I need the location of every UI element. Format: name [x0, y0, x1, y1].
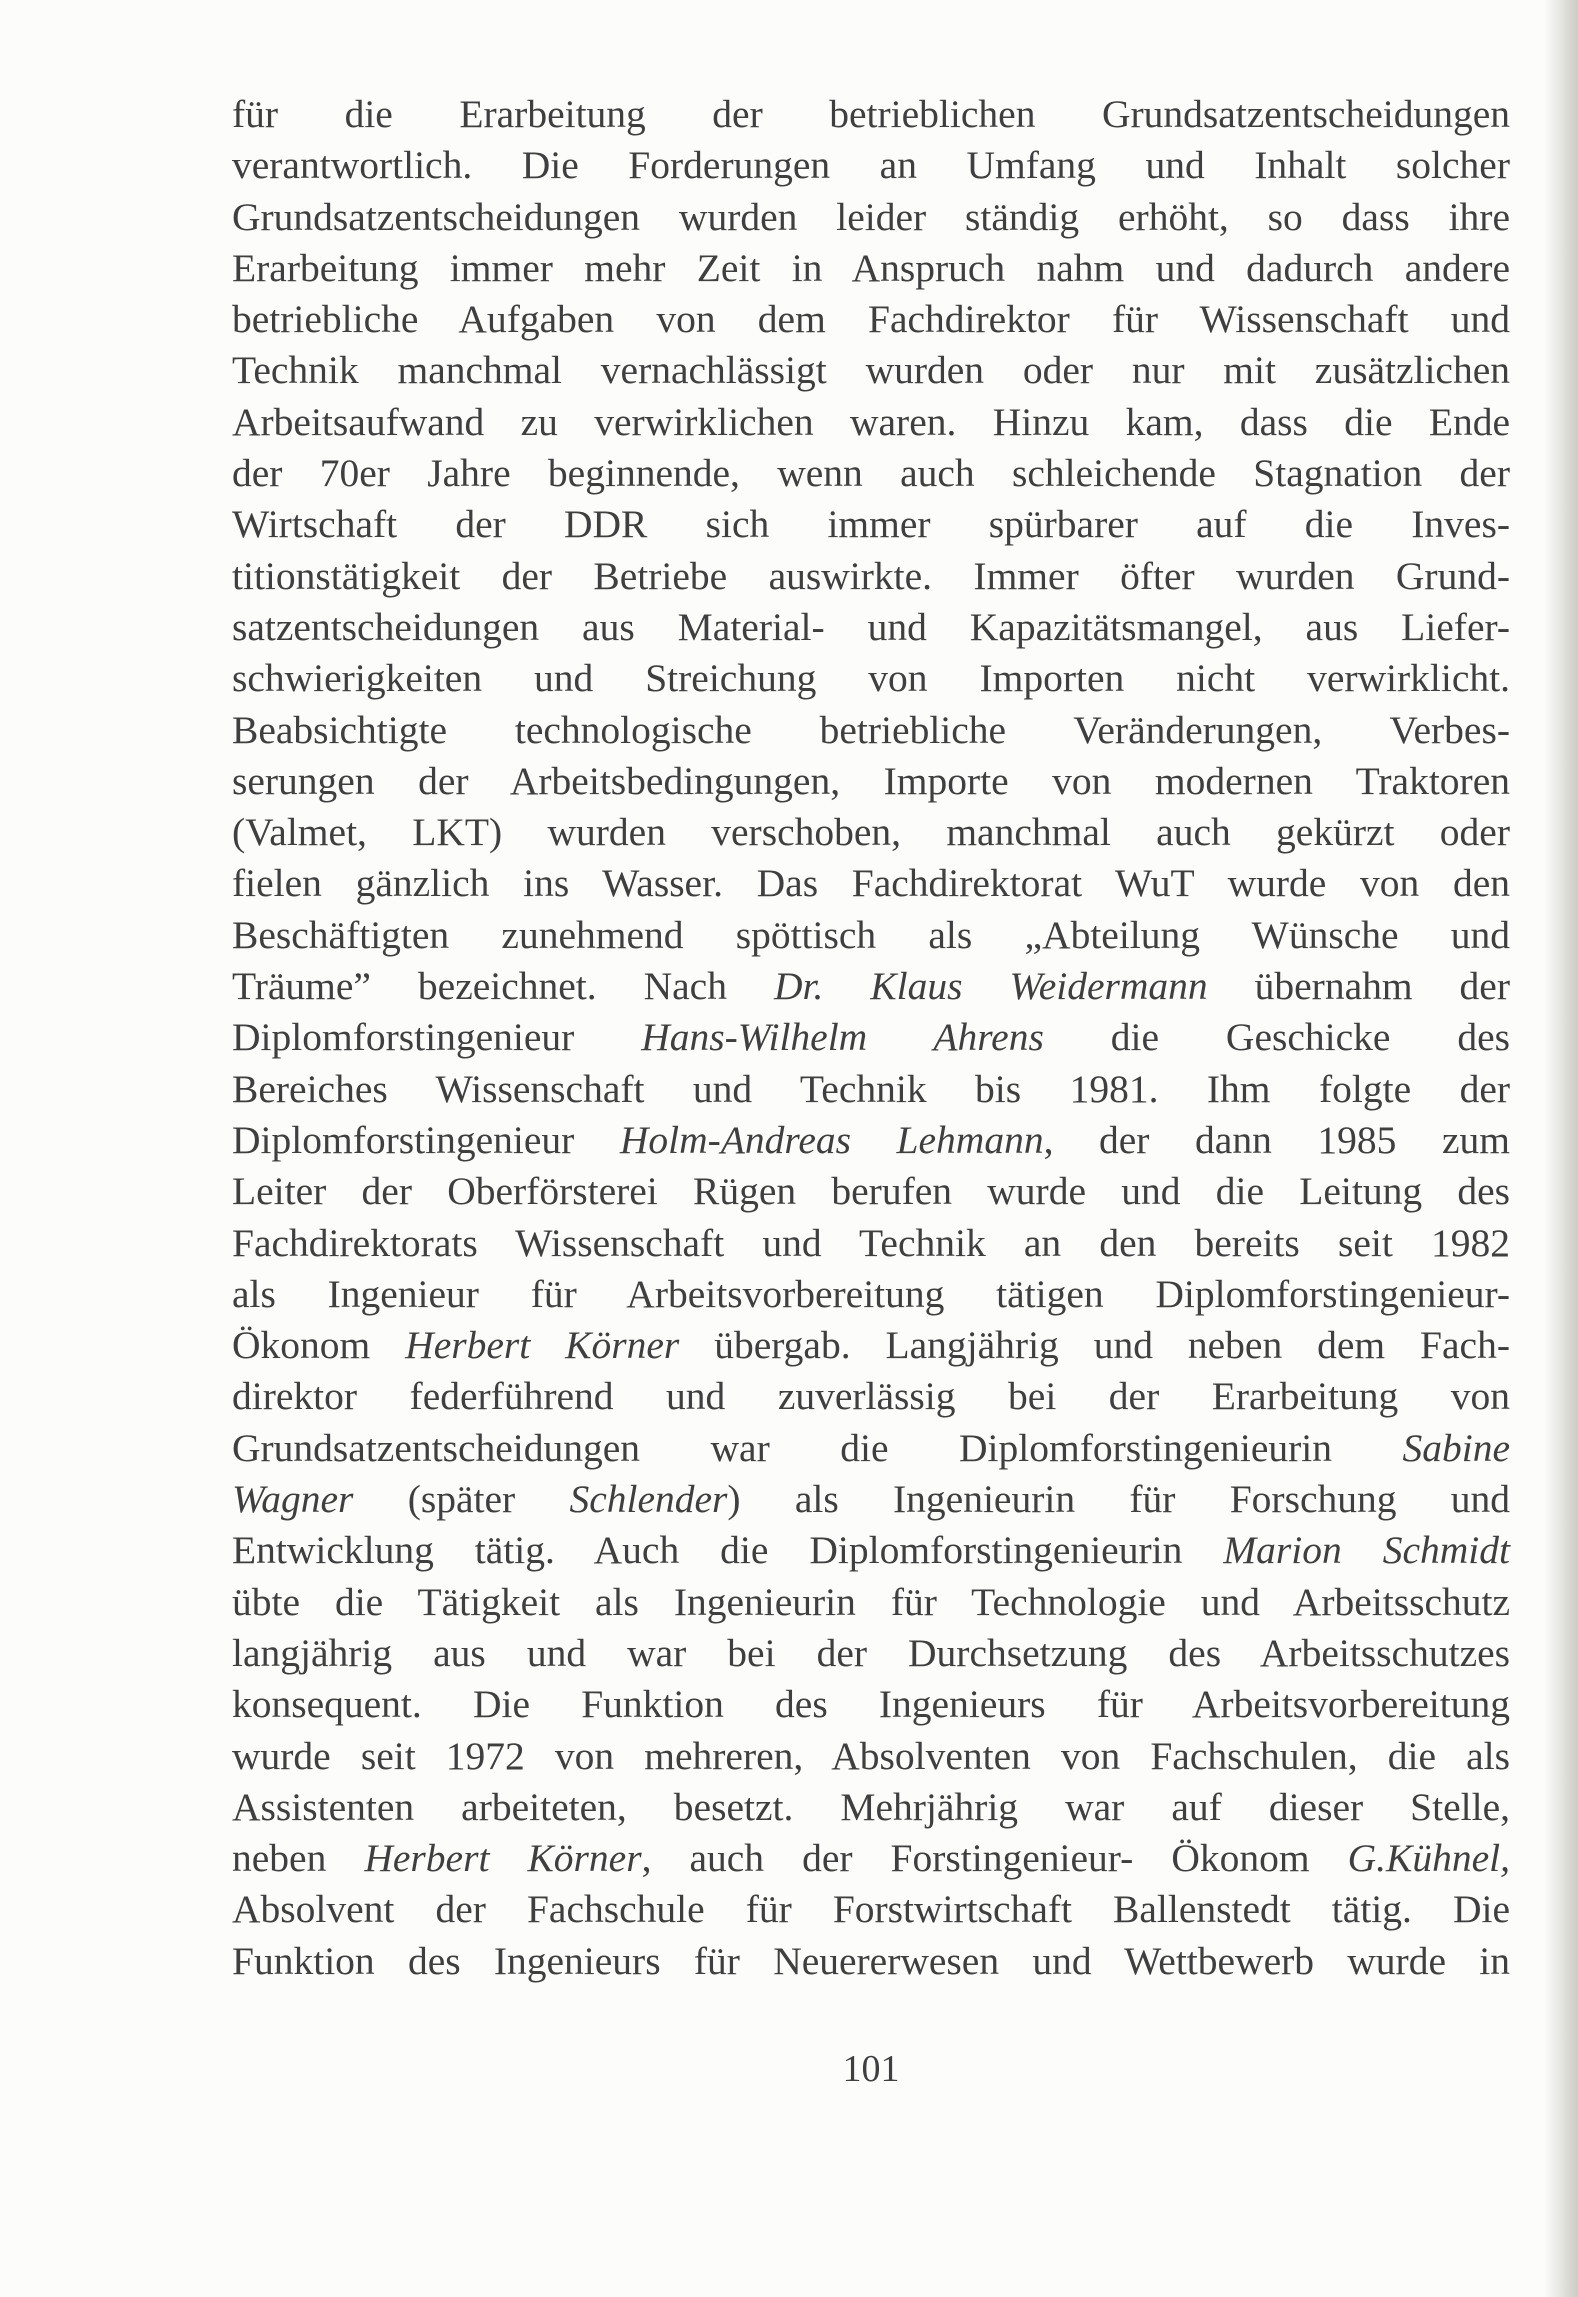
body-text: [232, 89, 1510, 1987]
italic-name-segment: Wagner: [232, 1477, 354, 1522]
text-segment: Ökonom: [232, 1323, 406, 1368]
text-segment: betriebliche Aufgaben von dem Fachdirektor für Wissenschaft und: [232, 297, 1510, 342]
italic-name-segment: Sabine: [1402, 1425, 1510, 1470]
text-line: [232, 1115, 1510, 1166]
text-line: [232, 89, 1510, 140]
text-line: [232, 1679, 1510, 1730]
text-line: [232, 499, 1510, 550]
text-line: [232, 602, 1510, 653]
text-line: [232, 140, 1510, 191]
text-line: [232, 1936, 1510, 1987]
text-line: [232, 551, 1510, 602]
text-segment: wurde seit 1972 von mehreren, Absolventen von Fachschulen, die als: [232, 1733, 1510, 1778]
text-line: [232, 1320, 1510, 1371]
text-segment: neben: [232, 1836, 365, 1881]
text-segment: satzentscheidungen aus Material- und Kapazitätsmangel, aus Liefer-: [232, 604, 1510, 649]
text-segment: konsequent. Die Funktion des Ingenieurs für Arbeitsvorbereitung: [232, 1682, 1510, 1727]
text-line: [232, 705, 1510, 756]
text-segment: Beschäftigten zunehmend spöttisch als „Abteilung Wünsche und: [232, 912, 1510, 957]
text-segment: Bereiches Wissenschaft und Technik bis 1981. Ihm folgte der: [232, 1066, 1510, 1111]
text-line: [232, 858, 1510, 909]
text-segment: ) als Ingenieurin für Forschung und: [727, 1477, 1511, 1522]
text-segment: für die Erarbeitung der betrieblichen Grundsatzentscheidungen: [232, 92, 1510, 136]
italic-name-segment: Hans-Wilhelm Ahrens: [641, 1015, 1044, 1060]
text-segment: übernahm der: [1207, 964, 1510, 1009]
text-segment: Leiter der Oberförsterei Rügen berufen wurde und die Leitung des: [232, 1169, 1510, 1214]
text-segment: direktor federführend und zuverlässig bei der Erarbeitung von: [232, 1374, 1510, 1419]
text-segment: Wirtschaft der DDR sich immer spürbarer auf die Inves-: [232, 502, 1510, 547]
text-line: [232, 1012, 1510, 1063]
text-segment: übte die Tätigkeit als Ingenieurin für Technologie und Arbeitsschutz: [232, 1579, 1510, 1624]
text-segment: Diplomforstingenieur: [232, 1117, 620, 1162]
text-segment: langjährig aus und war bei der Durchsetzung des Arbeitsschutzes: [232, 1630, 1510, 1675]
text-segment: (Valmet, LKT) wurden verschoben, manchmal auch gekürzt oder: [232, 810, 1510, 855]
text-segment: , der dann 1985 zum: [1043, 1117, 1510, 1162]
text-line: [232, 397, 1510, 448]
italic-name-segment: Holm-Andreas Lehmann: [619, 1117, 1044, 1162]
text-line: [232, 1269, 1510, 1320]
text-segment: Beabsichtigte technologische betriebliche Veränderungen, Verbes-: [232, 707, 1510, 752]
italic-name-segment: Marion Schmidt: [1223, 1528, 1510, 1573]
text-segment: Erarbeitung immer mehr Zeit in Anspruch nahm und dadurch andere: [232, 245, 1510, 290]
text-line: [232, 1628, 1510, 1679]
text-line: [232, 345, 1510, 396]
italic-name-segment: Herbert Körner: [405, 1323, 680, 1368]
text-segment: Grundsatzentscheidungen war die Diplomforstingenieurin: [232, 1425, 1403, 1470]
text-segment: Funktion des Ingenieurs für Neuererwesen und Wettbewerb wurde in: [232, 1938, 1510, 1983]
text-line: [232, 1731, 1510, 1782]
text-line: [232, 1782, 1510, 1833]
text-line: [232, 448, 1510, 499]
text-line: [232, 1371, 1510, 1422]
text-segment: Assistenten arbeiteten, besetzt. Mehrjährig war auf dieser Stelle,: [232, 1784, 1510, 1829]
text-line: [232, 807, 1510, 858]
text-segment: Träume” bezeichnet. Nach: [232, 964, 774, 1009]
text-line: [232, 1218, 1510, 1269]
text-segment: Fachdirektorats Wissenschaft und Technik an den bereits seit 1982: [232, 1220, 1510, 1265]
text-line: [232, 653, 1510, 704]
text-segment: (später: [353, 1477, 570, 1522]
text-line: [232, 192, 1510, 243]
text-line: [232, 1423, 1510, 1474]
text-segment: Entwicklung tätig. Auch die Diplomforstingenieurin: [232, 1528, 1224, 1573]
page-edge-shadow: [1544, 0, 1578, 2297]
italic-name-segment: Dr. Klaus Weidermann: [773, 964, 1208, 1009]
text-segment: Diplomforstingenieur: [232, 1015, 642, 1060]
text-segment: schwierigkeiten und Streichung von Importen nicht verwirklicht.: [232, 656, 1510, 701]
text-segment: Absolvent der Fachschule für Forstwirtschaft Ballenstedt tätig. Die: [232, 1887, 1510, 1932]
text-segment: als Ingenieur für Arbeitsvorbereitung tätigen Diplomforstingenieur-: [232, 1271, 1510, 1316]
text-line: [232, 756, 1510, 807]
text-line: [232, 961, 1510, 1012]
text-line: [232, 1166, 1510, 1217]
text-line: [232, 1577, 1510, 1628]
text-line: [232, 1833, 1510, 1884]
text-segment: Grundsatzentscheidungen wurden leider ständig erhöht, so dass ihre: [232, 194, 1510, 239]
italic-name-segment: G.Kühnel,: [1347, 1836, 1510, 1881]
page-number: 101: [842, 2048, 900, 2090]
italic-name-segment: Schlender: [569, 1477, 728, 1522]
italic-name-segment: Herbert Körner: [364, 1836, 642, 1881]
text-segment: serungen der Arbeitsbedingungen, Importe von modernen Traktoren: [232, 758, 1510, 803]
text-segment: der 70er Jahre beginnende, wenn auch schleichende Stagnation der: [232, 451, 1510, 496]
text-segment: Arbeitsaufwand zu verwirklichen waren. Hinzu kam, dass die Ende: [232, 399, 1510, 444]
text-line: [232, 1064, 1510, 1115]
text-segment: Technik manchmal vernachlässigt wurden oder nur mit zusätzlichen: [232, 348, 1510, 393]
text-line: [232, 1474, 1510, 1525]
text-line: [232, 243, 1510, 294]
text-line: [232, 1525, 1510, 1576]
text-line: [232, 294, 1510, 345]
text-line: [232, 1884, 1510, 1935]
text-line: [232, 910, 1510, 961]
text-segment: übergab. Langjährig und neben dem Fach-: [679, 1323, 1510, 1368]
text-segment: fielen gänzlich ins Wasser. Das Fachdirektorat WuT wurde von den: [232, 861, 1510, 906]
text-segment: verantwortlich. Die Forderungen an Umfang und Inhalt solcher: [232, 143, 1510, 188]
text-segment: die Geschicke des: [1043, 1015, 1510, 1060]
text-segment: , auch der Forstingenieur- Ökonom: [641, 1836, 1348, 1881]
text-segment: titionstätigkeit der Betriebe auswirkte. Immer öfter wurden Grund-: [232, 553, 1510, 598]
